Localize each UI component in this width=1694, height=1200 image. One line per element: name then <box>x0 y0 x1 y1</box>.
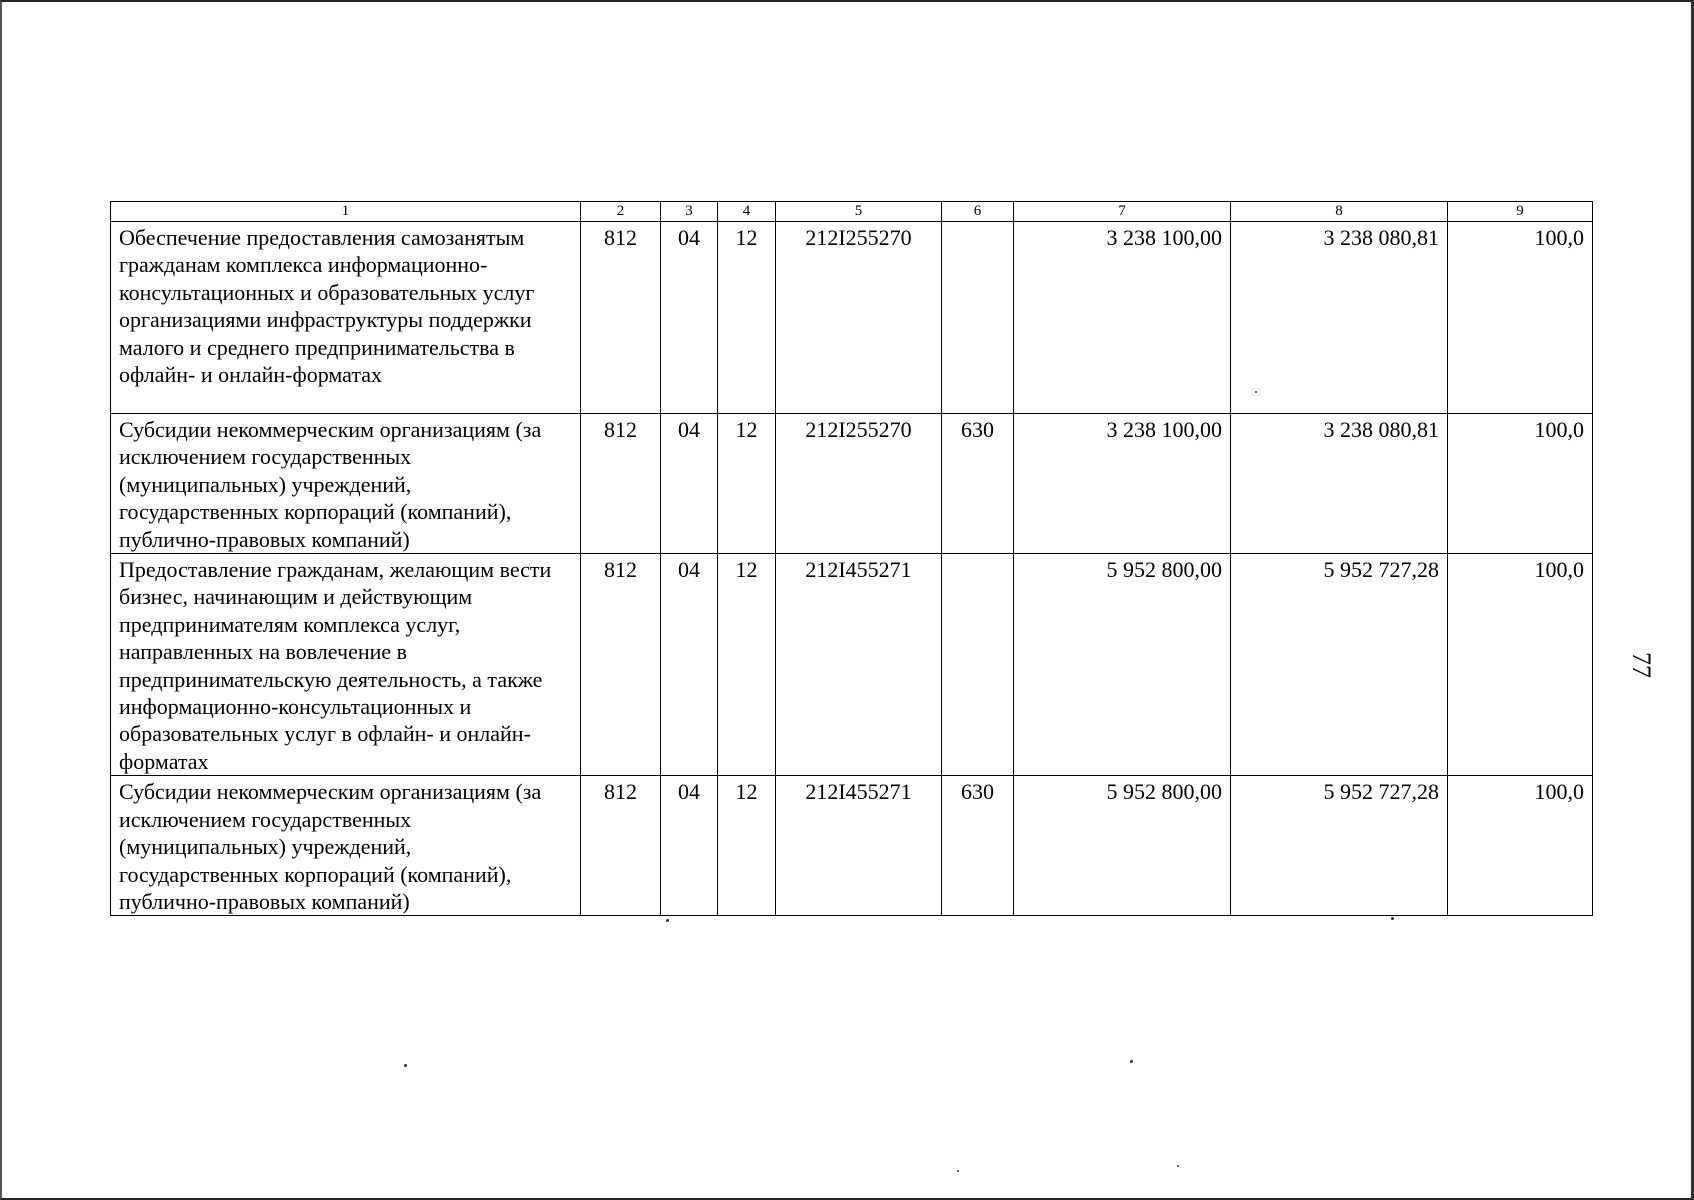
column-number-row <box>111 202 1593 222</box>
column-number: 5 <box>776 202 942 222</box>
plan-amount: 3 238 100,00 <box>1014 414 1231 554</box>
column-number: 8 <box>1231 202 1448 222</box>
target-article-code: 212I255270 <box>776 414 942 554</box>
scan-speck <box>666 919 669 922</box>
section-code: 04 <box>661 776 718 916</box>
column-number: 4 <box>718 202 776 222</box>
scan-speck <box>1130 1060 1133 1063</box>
target-article-code: 212I455271 <box>776 776 942 916</box>
subsection-code: 12 <box>718 222 776 414</box>
subsection-code: 12 <box>718 414 776 554</box>
table-row <box>111 222 1593 414</box>
target-article-code: 212I455271 <box>776 554 942 776</box>
budget-execution-table <box>110 201 1593 916</box>
expense-type-code: 630 <box>942 776 1014 916</box>
ved-code: 812 <box>581 222 661 414</box>
section-code: 04 <box>661 414 718 554</box>
execution-percent: 100,0 <box>1448 776 1593 916</box>
ved-code: 812 <box>581 554 661 776</box>
column-number: 6 <box>942 202 1014 222</box>
column-number: 9 <box>1448 202 1593 222</box>
section-code: 04 <box>661 222 718 414</box>
scan-speck <box>404 1064 407 1067</box>
execution-percent: 100,0 <box>1448 414 1593 554</box>
row-name: Предоставление гражданам, желающим вести бизнес, начинающим и действующим предпринимателям комплекса услуг, направленных на вовлечение в предпринимательскую деятельность, а также информационно-консультационных и образовательных услуг в офлайн- и онлайн-форматах <box>111 554 581 776</box>
execution-percent: 100,0 <box>1448 554 1593 776</box>
actual-amount: 5 952 727,28 <box>1231 776 1448 916</box>
row-name: Субсидии некоммерческим организациям (за исключением государственных (муниципальных) учреждений, государственных корпораций (компаний), публично-правовых компаний) <box>111 414 581 554</box>
plan-amount: 5 952 800,00 <box>1014 554 1231 776</box>
target-article-code: 212I255270 <box>776 222 942 414</box>
column-number: 7 <box>1014 202 1231 222</box>
ved-code: 812 <box>581 776 661 916</box>
actual-amount: 5 952 727,28 <box>1231 554 1448 776</box>
actual-amount: 3 238 080,81 <box>1231 414 1448 554</box>
actual-amount: 3 238 080,81 <box>1231 222 1448 414</box>
plan-amount: 5 952 800,00 <box>1014 776 1231 916</box>
table-row <box>111 414 1593 554</box>
execution-percent: 100,0 <box>1448 222 1593 414</box>
column-number: 1 <box>111 202 581 222</box>
row-name: Обеспечение предоставления самозанятым гражданам комплекса информационно-консультационных и образовательных услуг организациями инфраструктуры поддержки малого и среднего предпринимательства в офлайн- и онлайн-форматах <box>111 222 581 414</box>
table-row <box>111 776 1593 916</box>
expense-type-code <box>942 222 1014 414</box>
expense-type-code: 630 <box>942 414 1014 554</box>
page-number: 77 <box>1627 652 1656 678</box>
section-code: 04 <box>661 554 718 776</box>
subsection-code: 12 <box>718 554 776 776</box>
subsection-code: 12 <box>718 776 776 916</box>
scan-speck <box>1177 1165 1179 1167</box>
expense-type-code <box>942 554 1014 776</box>
ved-code: 812 <box>581 414 661 554</box>
scan-speck <box>1255 391 1257 393</box>
plan-amount: 3 238 100,00 <box>1014 222 1231 414</box>
row-name: Субсидии некоммерческим организациям (за исключением государственных (муниципальных) учреждений, государственных корпораций (компаний), публично-правовых компаний) <box>111 776 581 916</box>
column-number: 3 <box>661 202 718 222</box>
table-row <box>111 554 1593 776</box>
column-number: 2 <box>581 202 661 222</box>
scan-speck <box>1391 917 1394 920</box>
scan-speck <box>957 1170 959 1172</box>
